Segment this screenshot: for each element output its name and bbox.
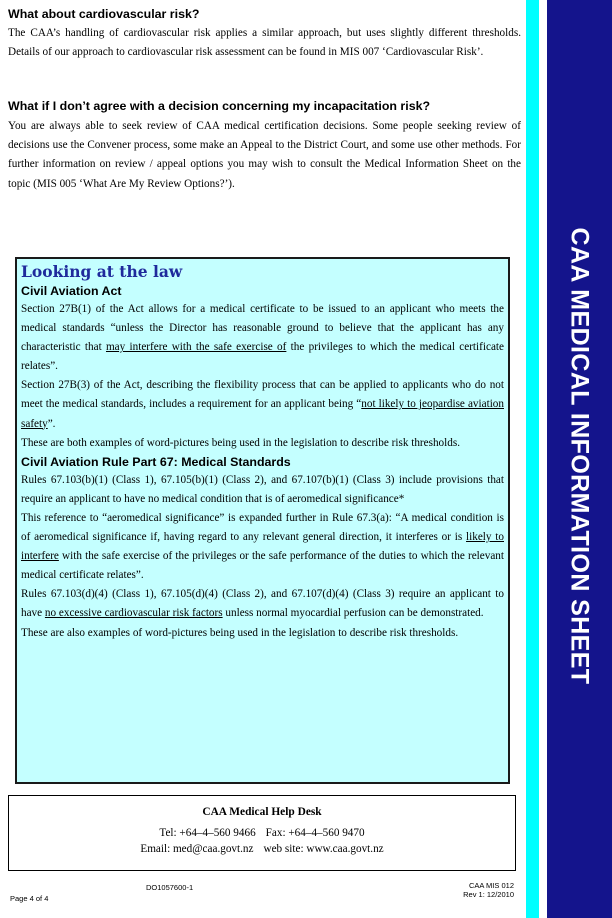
civil-aviation-act-heading: Civil Aviation Act bbox=[21, 284, 122, 298]
cyan-accent-strip bbox=[526, 0, 539, 918]
rules-67-103b-paragraph: Rules 67.103(b)(1) (Class 1), 67.105(b)(1) (Class 2), and 67.107(b)(1) (Class 3) include provisions that require an applicant to have no medical condition that is of aeromedical significance* bbox=[21, 473, 504, 505]
cardiovascular-risk-text: The CAA’s handling of cardiovascular risk applies a similar approach, but uses slightly different thresholds. Details of our approach to cardiovascular risk assessment can be found in MIS 007 ‘Cardiovascular Risk’. bbox=[8, 27, 521, 59]
review-decision-text: You are always able to seek review of CAA medical certification decisions. Some people seeking review of decisions use the Convener process, some make an Appeal to the District Court, and some use other methods. For further information on review / appeal options you may wish to consult the Medical Information Sheet on the topic (MIS 005 ‘What Are My Review Options?’). bbox=[8, 120, 521, 190]
side-band-title: CAA MEDICAL INFORMATION SHEET bbox=[565, 227, 594, 685]
help-desk-phone-line bbox=[9, 825, 515, 841]
rule-examples-paragraph: These are also examples of word-pictures being used in the legislation to describe risk thresholds. bbox=[21, 626, 459, 639]
law-box-title: Looking at the law bbox=[21, 262, 183, 281]
review-decision-heading: What if I don’t agree with a decision concerning my incapacitation risk? bbox=[8, 99, 431, 113]
footer-revision: Rev 1: 12/2010 bbox=[463, 890, 514, 899]
underlined-phrase: may interfere with the safe exercise of bbox=[105, 341, 287, 354]
text-run: the privileges to which the medical certificate relates”. bbox=[21, 341, 504, 373]
underlined-phrase: not likely to jeopardise aviation safety bbox=[21, 398, 504, 430]
help-desk-email[interactable]: Email: med@caa.govt.nz bbox=[140, 843, 254, 855]
section-27b3-paragraph bbox=[21, 376, 504, 433]
footer-mis-reference bbox=[444, 881, 514, 899]
looking-at-the-law-box bbox=[15, 257, 510, 784]
underlined-phrase: no excessive cardiovascular risk factors bbox=[44, 607, 223, 620]
underlined-phrase: likely to interfere bbox=[21, 531, 504, 563]
act-examples-paragraph: These are both examples of word-pictures being used in the legislation to describe risk thresholds. bbox=[21, 436, 460, 449]
text-run: with the safe exercise of the privileges or the safe performance of the duties to which the relevant medical certificate relates”. bbox=[21, 550, 504, 582]
help-desk-website[interactable]: web site: www.caa.govt.nz bbox=[263, 843, 384, 855]
cardiovascular-risk-heading: What about cardiovascular risk? bbox=[8, 7, 200, 21]
text-run: Section 27B(1) of the Act allows for a medical certificate to be issued to an applicant who meets the medical standards “unless the Director has reasonable ground to believe that the applicant has any characteristic that bbox=[21, 303, 504, 354]
help-desk-tel: Tel: +64–4–560 9466 bbox=[159, 827, 256, 839]
help-desk-contact-line bbox=[9, 841, 515, 857]
footer-page-number: Page 4 of 4 bbox=[10, 894, 49, 903]
text-run: Rules 67.103(d)(4) (Class 1), 67.105(d)(4) (Class 2), and 67.107(d)(4) (Class 3) require an applicant to have bbox=[21, 588, 504, 620]
rule-part-67-heading: Civil Aviation Rule Part 67: Medical Standards bbox=[21, 454, 291, 469]
footer-document-id: DO1057600-1 bbox=[146, 883, 194, 892]
help-desk-fax: Fax: +64–4–560 9470 bbox=[265, 827, 365, 839]
help-desk-title: CAA Medical Help Desk bbox=[202, 806, 322, 818]
text-run: This reference to “aeromedical significance” is expanded further in Rule 67.3(a): “A medical condition is of aeromedical significance if, having regard to any relevant general direction, it interferes or is bbox=[21, 511, 504, 544]
text-run: ”. bbox=[47, 417, 56, 430]
text-run: Section 27B(3) of the Act, describing the flexibility process that can be applied to applicants who do not meet the medical standards, includes a requirement for an applicant being “ bbox=[21, 379, 504, 411]
rules-67-103d-paragraph bbox=[21, 585, 504, 623]
section-27b1-paragraph bbox=[21, 300, 504, 376]
rule-67-3a-paragraph bbox=[21, 509, 504, 585]
footer-mis-number: CAA MIS 012 bbox=[468, 881, 514, 890]
text-run: unless normal myocardial perfusion can be demonstrated. bbox=[222, 607, 484, 620]
medical-help-desk-box bbox=[8, 795, 516, 871]
